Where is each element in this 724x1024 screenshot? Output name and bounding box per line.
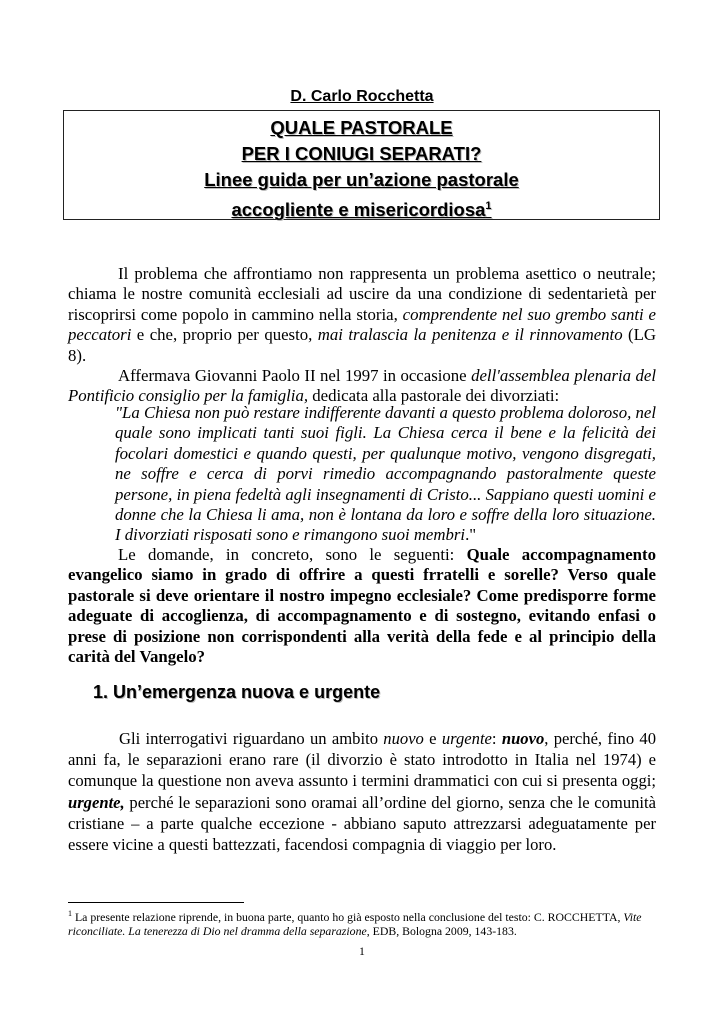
title-footnote-ref: 1 bbox=[485, 200, 492, 212]
footnote-number: 1 bbox=[68, 909, 72, 918]
section-heading: 1. Un’emergenza nuova e urgente bbox=[93, 682, 381, 702]
papal-quote bbox=[115, 403, 656, 546]
p1-italic-b: comprendente nel suo grembo santi e peccatori bbox=[68, 304, 656, 345]
s1-bold-italic-f: nuovo bbox=[501, 729, 545, 748]
s1-italic-b: nuovo bbox=[383, 729, 424, 748]
title-line-3: Linee guida per un’azione pastorale bbox=[204, 169, 519, 190]
p2-text-a: Affermava Giovanni Paolo II nel 1997 in occasione bbox=[118, 366, 472, 386]
p1-text-a: Il problema che affrontiamo non rappresenta un problema asettico o neutrale; chiama le nostre comunità ecclesiali ad uscire da una condizione di sedentarietà per riscoprirsi come popolo in cammino nella storia, bbox=[68, 264, 656, 324]
p1-italic-d: mai tralascia la penitenza e il rinnovamento bbox=[317, 325, 623, 345]
intro-paragraph-1 bbox=[68, 264, 656, 366]
s1-italic-d: urgente bbox=[441, 729, 492, 748]
section-1-text bbox=[68, 728, 656, 855]
title-line-1: QUALE PASTORALE bbox=[270, 117, 453, 138]
p4-bold-questions: Quale accompagnamento evangelico siamo in grado di offrire a questi frratelli e sorelle? Verso quale pastorale si deve orientare il nostro impegno ecclesiale? Come predisporre forme adeguate di accoglienza, di accompagnamento e di sostegno, evitando enfasi o prese di posizione non corrispondenti alla verità della fede e al principio della carità del Vangelo? bbox=[68, 545, 656, 667]
p1-text-c: e che, proprio per questo, bbox=[131, 325, 318, 345]
page-number: 1 bbox=[359, 944, 365, 958]
quote-end: ." bbox=[465, 525, 477, 545]
author-name: D. Carlo Rocchetta bbox=[290, 88, 434, 105]
title-line-4-text: accogliente e misericordiosa bbox=[231, 199, 486, 221]
questions-paragraph bbox=[68, 545, 656, 667]
p4-text-a: Le domande, in concreto, sono le seguenti: bbox=[118, 545, 467, 564]
intro-paragraphs bbox=[68, 264, 656, 407]
p1-text-e: (LG 8). bbox=[68, 325, 656, 365]
s1-text-g: , perché, fino 40 anni fa, le separazioni erano rare (il divorzio è stato introdotto in Italia nel 1974) e comunque la questione non aveva assunto i termini drammatici con cui si presenta oggi; bbox=[68, 729, 657, 791]
s1-text-i: perché le separazioni sono oramai all’ordine del giorno, senza che le comunità cristiane – a parte qualche eccezione - abbiano saputo attrezzarsi adeguatamente per essere vicine a questi battezzati, facendosi compagnia di viaggio per loro. bbox=[68, 792, 656, 855]
footnote bbox=[68, 907, 656, 939]
s1-bold-italic-h: urgente, bbox=[68, 792, 125, 812]
footnote-italic-b: Vite riconciliate. La tenerezza di Dio nel dramma della separazione bbox=[68, 909, 642, 939]
questions-paragraph-text bbox=[68, 545, 656, 667]
title-line-4 bbox=[64, 193, 659, 223]
s1-text-c: e bbox=[423, 729, 442, 748]
footnote-text-a: La presente relazione riprende, in buona parte, quanto ho già esposto nella conclusione del testo: C. ROCCHETTA, bbox=[72, 909, 624, 924]
title-line-2: PER I CONIUGI SEPARATI? bbox=[241, 143, 482, 164]
p2-text-c: dedicata alla pastorale dei divorziati: bbox=[308, 386, 560, 406]
footnote-separator bbox=[68, 902, 244, 903]
section-1-paragraph bbox=[68, 728, 656, 855]
intro-paragraph-2 bbox=[68, 366, 656, 407]
title-box bbox=[63, 110, 660, 220]
p2-italic-b: dell'assemblea plenaria del Pontificio consiglio per la famiglia, bbox=[68, 366, 657, 406]
quote-text: "La Chiesa non può restare indifferente davanti a questo problema doloroso, nel quale sono implicati tanti suoi figli. La Chiesa cerca il bene e la felicità dei focolari domestici e quando questi, per qualunque motivo, vengono disgregati, ne soffre e cerca di porvi rimedio accompagnando pastoralmente queste persone, in piena fedeltà agli insegnamenti di Cristo... Sappiano questi uomini e donne che la Chiesa li ama, non è lontana da loro e soffre della loro situazione. I divorziati risposati sono e rimangono suoi membri bbox=[115, 403, 656, 545]
footnote-text-c: , EDB, Bologna 2009, 143-183. bbox=[366, 924, 517, 939]
s1-text-a: Gli interrogativi riguardano un ambito bbox=[119, 729, 384, 748]
s1-text-e: : bbox=[491, 729, 502, 748]
